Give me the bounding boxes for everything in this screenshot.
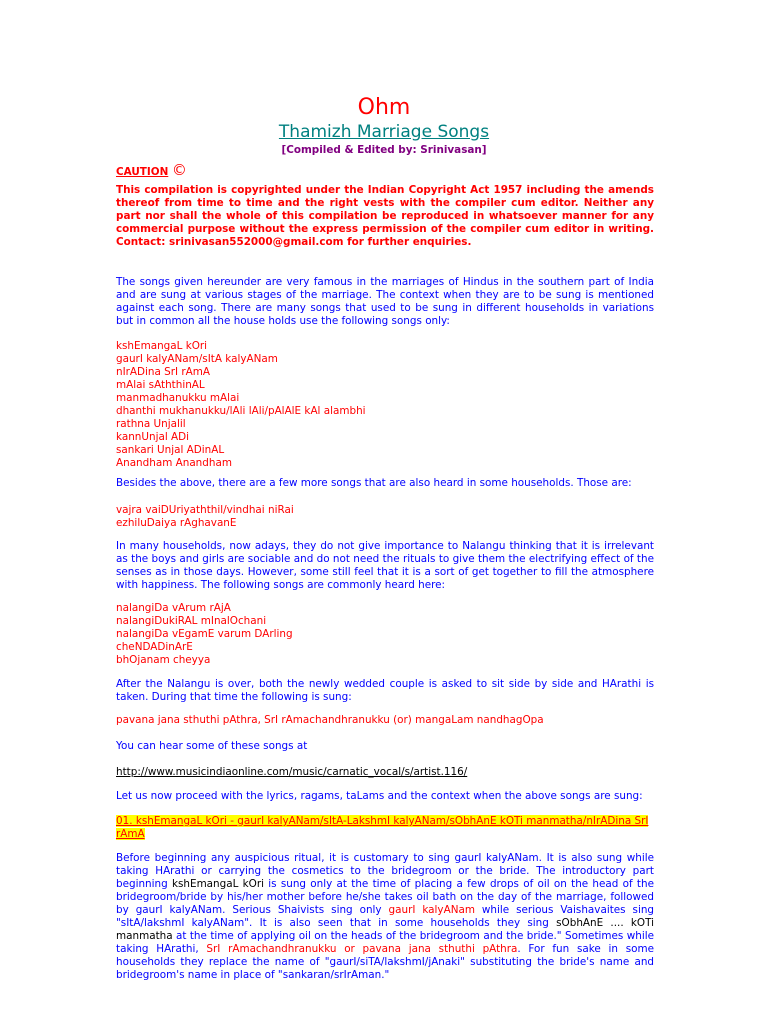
list-item: nalangiDa vArum rAjA [116, 602, 231, 614]
music-link[interactable] [116, 766, 654, 779]
list-item: Anandham Anandham [116, 457, 232, 469]
list-item: bhOjanam cheyya [116, 654, 211, 666]
song-name: SrI rAmachandhranukku or pavana jana sthuthi pAthra [206, 943, 518, 955]
harathi-song: pavana jana sthuthi pAthra, SrI rAmachandhranukku (or) mangaLam nandhagOpa [116, 714, 544, 726]
intro-paragraph: The songs given hereunder are very famous in the marriages of Hindus in the southern part of India and are sung at various stages of the marriage. The context when they are to be sung is mentioned against each song. There are many songs that used to be sung in different households in variations but in common all the house holds use the following songs only: [116, 276, 654, 327]
page-subtitle: Thamizh Marriage Songs [278, 122, 490, 142]
list-item: nalangiDa vEgamE varum DArling [116, 628, 293, 640]
list-item: nalangiDukiRAL mInalOchani [116, 615, 267, 627]
list-item: cheNDADinArE [116, 641, 193, 653]
caution-label: CAUTION [116, 166, 169, 178]
song-name: gaurI kalyANam [388, 904, 475, 916]
list-item: mAlai sAththinAL [116, 379, 205, 391]
besides-paragraph: Besides the above, there are a few more songs that are also heard in some households. Those are: [116, 477, 632, 489]
text-run: at the time of applying oil on the heads of the bridegroom and the bride." Sometimes while taking HArathi, [116, 930, 654, 955]
after-nalangu-paragraph: After the Nalangu is over, both the newly wedded couple is asked to sit side by side and HArathi is taken. During that time the following is sung: [116, 678, 654, 703]
list-item: gaurI kalyANam/sItA kalyANam [116, 353, 278, 365]
proceed-text: Let us now proceed with the lyrics, ragams, taLams and the context when the above songs are sung: [116, 790, 643, 802]
list-item: kshEmangaL kOri [116, 340, 208, 352]
text-run: while serious Vaishavaites sing "sItA/lakshmI kalyANam". It is also seen that in some households they sing [116, 904, 655, 929]
list-item: sankari Unjal ADinAL [116, 444, 225, 456]
text-run: is sung only at the time of placing a few drops of oil on the head of the bridegroom/bride by his/her mother before he/she takes oil bath on the day of the marriage, followed by gaurI kalyANam. Serious Shaivists sing only [116, 878, 654, 916]
hear-text: You can hear some of these songs at [116, 740, 308, 752]
copyright-icon: © [171, 161, 187, 179]
list-item: nIrADina SrI rAmA [116, 366, 211, 378]
list-item: dhanthi mukhanukku/lAli lAli/pAlAlE kAl alambhi [116, 405, 366, 417]
main-songs-list [116, 340, 654, 470]
section-heading[interactable] [116, 815, 654, 841]
nalangu-paragraph: In many households, now adays, they do not give importance to Nalangu thinking that it is irrelevant as the boys and girls are sociable and do not need the rituals to give them the electrifying effect of the senses as in those days. However, some still feel that it is a sort of get together to fill the atmosphere with happiness. The following songs are commonly heard here: [116, 540, 654, 591]
list-item: vajra vaiDUriyaththil/vindhai niRai [116, 504, 294, 516]
song-name: kshEmangaL kOri [171, 878, 265, 890]
list-item: ezhiluDaiya rAghavanE [116, 517, 237, 529]
extra-songs-list [116, 504, 654, 530]
text-run: Before beginning any auspicious ritual, it is customary to sing gaurI kalyANam. It is also sung while taking HArathi or carrying the cosmetics to the bridegroom or the bride. The introductory part beginning [116, 852, 654, 890]
final-paragraph [116, 852, 654, 982]
caution-text: This compilation is copyrighted under the Indian Copyright Act 1957 including the amends thereof from time to time and the right vests with the compiler cum editor. Neither any part nor shall the whole of this compilation be reproduced in whatsoever manner for any commercial purpose without the express permission of the compiler cum editor in writing. Contact: srinivasan552000@gmail.com for further enquiries. [116, 184, 654, 248]
list-item: kannUnjal ADi [116, 431, 190, 443]
music-link-url[interactable]: http://www.musicindiaonline.com/music/carnatic_vocal/s/artist.116/ [116, 766, 468, 778]
page-title: Ohm [357, 95, 411, 120]
song-name: sObhAnE .... kOTi manmatha [116, 917, 654, 942]
nalangu-songs-list [116, 602, 654, 667]
compiler-credit: [Compiled & Edited by: Srinivasan] [281, 144, 487, 156]
list-item: rathna Unjalil [116, 418, 186, 430]
list-item: manmadhanukku mAlai [116, 392, 240, 404]
section-heading-link[interactable]: 01. kshEmangaL kOri - gaurI kalyANam/sItA-LakshmI kalyANam/sObhAnE kOTi manmatha/nIrADina SrI rAmA [116, 815, 649, 840]
caution-heading [116, 162, 187, 180]
text-run: . For fun sake in some households they replace the name of "gaurI/siTA/lakshmI/jAnaki" substituting the bride's name and bridegroom's name in place of "sankaran/srIrAman." [116, 943, 654, 981]
